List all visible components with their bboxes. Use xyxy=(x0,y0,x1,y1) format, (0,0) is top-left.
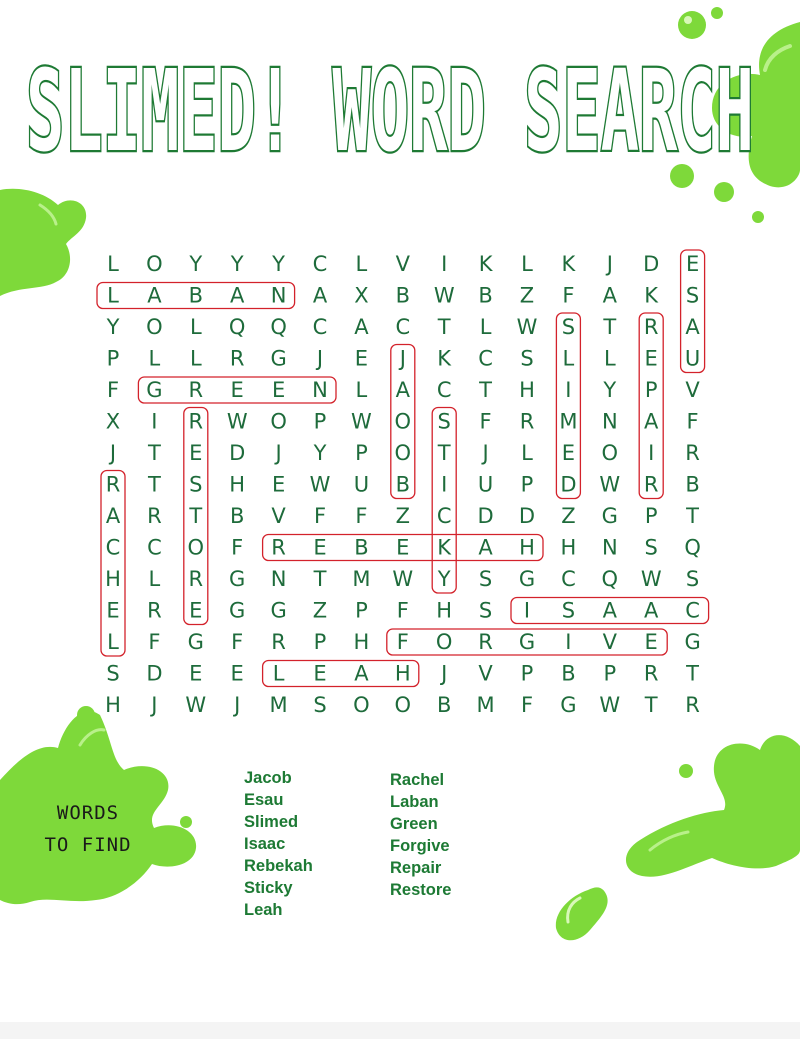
grid-letter[interactable]: L xyxy=(521,441,533,465)
word-list-item: Repair xyxy=(390,859,442,877)
grid-letter[interactable]: E xyxy=(271,472,286,497)
word-list-item: Jacob xyxy=(244,769,292,787)
grid-letter[interactable]: T xyxy=(147,441,161,465)
grid-letter[interactable]: W xyxy=(226,409,248,434)
grid-letter[interactable]: F xyxy=(562,283,575,308)
grid-letter[interactable]: R xyxy=(188,378,204,402)
grid-letter[interactable]: F xyxy=(686,409,699,434)
grid-letter[interactable]: L xyxy=(521,252,533,276)
grid-letter[interactable]: T xyxy=(437,315,451,339)
grid-letter[interactable]: B xyxy=(354,535,369,560)
grid-letter[interactable]: I xyxy=(151,409,158,434)
grid-letter[interactable]: F xyxy=(106,378,120,402)
grid-letter[interactable]: L xyxy=(355,378,368,402)
grid-letter[interactable]: G xyxy=(229,567,246,591)
grid-letter[interactable]: E xyxy=(396,535,410,560)
grid-letter[interactable]: S xyxy=(685,283,700,308)
grid-letter[interactable]: J xyxy=(441,661,448,686)
grid-letter[interactable]: J xyxy=(399,346,406,371)
found-word-box-rachel xyxy=(101,471,125,657)
word-list-item: Rebekah xyxy=(244,857,313,875)
grid-letter[interactable]: X xyxy=(105,409,121,434)
grid-letter[interactable]: J xyxy=(275,441,282,465)
grid-letter[interactable]: B xyxy=(395,283,411,308)
grid-letter[interactable]: I xyxy=(441,252,448,276)
grid-letter[interactable]: B xyxy=(478,283,493,308)
grid-letter[interactable]: T xyxy=(644,693,658,717)
grid-letter[interactable]: N xyxy=(270,567,287,591)
grid-letter[interactable]: K xyxy=(437,346,452,371)
grid-letter[interactable]: J xyxy=(151,693,158,717)
grid-letter[interactable]: P xyxy=(644,378,658,402)
grid-letter[interactable]: P xyxy=(313,409,327,434)
grid-letter[interactable]: T xyxy=(189,504,203,528)
grid-letter[interactable]: L xyxy=(603,346,616,371)
grid-letter[interactable]: T xyxy=(437,441,451,465)
grid-letter[interactable]: R xyxy=(188,567,204,591)
grid-letter[interactable]: E xyxy=(271,378,286,402)
grid-letter[interactable]: U xyxy=(353,472,370,497)
slime-splat-left-icon xyxy=(0,189,86,296)
grid-letter[interactable]: G xyxy=(229,598,246,623)
grid-letter[interactable]: E xyxy=(189,661,203,686)
grid-letter[interactable]: W xyxy=(185,693,207,717)
grid-letter[interactable]: F xyxy=(231,535,244,560)
grid-letter[interactable]: L xyxy=(272,661,285,686)
grid-letter[interactable]: X xyxy=(354,283,369,308)
grid-letter[interactable]: G xyxy=(684,630,701,654)
grid-letter[interactable]: A xyxy=(354,315,369,339)
grid-letter[interactable]: B xyxy=(229,504,245,528)
grid-letter[interactable]: S xyxy=(520,346,534,371)
grid-letter[interactable]: F xyxy=(520,693,534,717)
grid-letter[interactable]: V xyxy=(685,378,700,402)
grid-letter[interactable]: O xyxy=(394,409,412,434)
grid-letter[interactable]: T xyxy=(313,567,327,591)
grid-letter[interactable]: A xyxy=(147,283,162,308)
grid-letter[interactable]: E xyxy=(230,378,244,402)
grid-letter[interactable]: O xyxy=(146,315,163,339)
found-word-box-sticky xyxy=(432,408,456,594)
grid-letter[interactable]: R xyxy=(478,630,493,654)
grid-letter[interactable]: B xyxy=(561,661,576,686)
grid-letter[interactable]: B xyxy=(395,472,411,497)
grid-letter[interactable]: P xyxy=(355,441,368,465)
grid-letter[interactable]: S xyxy=(437,409,451,434)
grid-letter[interactable]: H xyxy=(394,661,411,686)
grid-letter[interactable]: I xyxy=(565,630,572,654)
grid-letter[interactable]: F xyxy=(396,630,409,654)
grid-letter[interactable]: A xyxy=(478,535,493,560)
grid-letter[interactable]: L xyxy=(189,315,202,339)
grid-letter[interactable]: U xyxy=(477,472,494,497)
grid-letter[interactable]: O xyxy=(601,441,619,465)
grid-letter[interactable]: Y xyxy=(313,441,327,465)
found-word-box-slimed xyxy=(556,313,580,499)
grid-letter[interactable]: Y xyxy=(272,252,286,276)
grid-letter[interactable]: A xyxy=(602,598,617,623)
grid-letter[interactable]: P xyxy=(520,472,534,497)
grid-letter[interactable]: G xyxy=(518,630,536,654)
grid-letter[interactable]: A xyxy=(312,283,328,308)
grid-letter[interactable]: C xyxy=(395,315,411,339)
grid-letter[interactable]: N xyxy=(601,409,618,434)
grid-letter[interactable]: Z xyxy=(312,598,328,623)
grid-letter[interactable]: H xyxy=(519,378,535,402)
grid-letter[interactable]: W xyxy=(599,472,621,497)
grid-letter[interactable]: P xyxy=(520,661,534,686)
footer-band xyxy=(0,1022,800,1039)
grid-letter[interactable]: H xyxy=(519,535,535,560)
grid-letter[interactable]: T xyxy=(603,315,617,339)
grid-letter[interactable]: I xyxy=(523,598,531,623)
grid-letter[interactable]: V xyxy=(602,630,617,654)
grid-letter[interactable]: R xyxy=(271,630,286,654)
grid-letter[interactable]: A xyxy=(685,315,700,339)
grid-letter[interactable]: U xyxy=(684,346,701,371)
grid-letter[interactable]: I xyxy=(565,378,572,402)
grid-letter[interactable]: A xyxy=(230,283,245,308)
grid-letter[interactable]: T xyxy=(686,661,700,686)
grid-letter[interactable]: A xyxy=(602,283,617,308)
grid-letter[interactable]: E xyxy=(230,661,244,686)
word-list-item: Forgive xyxy=(390,837,450,855)
grid-letter[interactable]: T xyxy=(479,378,493,402)
grid-letter[interactable]: O xyxy=(146,252,163,276)
grid-letter[interactable]: G xyxy=(146,378,163,402)
word-list-column-1 xyxy=(244,767,313,921)
grid-letter[interactable]: D xyxy=(229,441,246,465)
grid-letter[interactable]: R xyxy=(147,598,162,623)
grid-letter[interactable]: Y xyxy=(189,252,203,276)
grid-letter[interactable]: G xyxy=(560,693,577,717)
grid-letter[interactable]: Q xyxy=(228,315,246,339)
grid-letter[interactable]: R xyxy=(188,409,204,434)
grid-letter[interactable]: C xyxy=(105,535,121,560)
grid-letter[interactable]: M xyxy=(269,693,288,717)
grid-letter[interactable]: L xyxy=(355,252,368,276)
grid-letter[interactable]: L xyxy=(107,252,119,276)
grid-letter[interactable]: E xyxy=(189,598,203,623)
grid-letter[interactable]: S xyxy=(106,661,120,686)
words-to-find-label xyxy=(30,785,160,875)
grid-letter[interactable]: G xyxy=(270,346,287,371)
grid-letter[interactable]: S xyxy=(478,598,493,623)
grid-letter[interactable]: V xyxy=(395,252,410,276)
word-list-item: Restore xyxy=(390,881,452,899)
grid-letter[interactable]: N xyxy=(270,283,287,308)
grid-letter[interactable]: D xyxy=(477,504,494,528)
grid-letter[interactable]: S xyxy=(561,598,576,623)
grid-letter[interactable]: R xyxy=(643,315,659,339)
grid-letter[interactable]: Z xyxy=(519,283,535,308)
grid-letter[interactable]: S xyxy=(189,472,203,497)
grid-letter[interactable]: S xyxy=(313,693,327,717)
grid-letter[interactable]: E xyxy=(313,535,327,560)
grid-letter[interactable]: G xyxy=(518,567,536,591)
grid-letter[interactable]: E xyxy=(106,598,120,623)
words-label-line-2: TO FIND xyxy=(44,834,132,856)
grid-letter[interactable]: V xyxy=(478,661,493,686)
grid-letter[interactable]: J xyxy=(109,441,117,465)
grid-letter[interactable]: P xyxy=(603,661,617,686)
grid-letter[interactable]: F xyxy=(355,504,368,528)
grid-letter[interactable]: M xyxy=(352,567,371,591)
grid-letters xyxy=(105,252,701,717)
grid-letter[interactable]: E xyxy=(561,441,576,465)
grid-letter[interactable]: F xyxy=(148,630,161,654)
grid-letter[interactable]: H xyxy=(229,472,246,497)
grid-letter[interactable]: R xyxy=(271,535,286,560)
grid-letter[interactable]: L xyxy=(189,346,202,371)
grid-letter[interactable]: M xyxy=(559,409,578,434)
grid-letter[interactable]: L xyxy=(107,630,119,654)
grid-letter[interactable]: D xyxy=(643,252,660,276)
grid-letter[interactable]: W xyxy=(640,567,662,591)
grid-letter[interactable]: O xyxy=(394,693,412,717)
grid-letter[interactable]: C xyxy=(147,535,162,560)
grid-letter[interactable]: R xyxy=(519,409,535,434)
grid-letter[interactable]: K xyxy=(644,283,659,308)
grid-letter[interactable]: P xyxy=(355,598,368,623)
grid-letter[interactable]: A xyxy=(105,504,121,528)
grid-letter[interactable]: H xyxy=(436,598,453,623)
grid-letter[interactable]: W xyxy=(351,409,372,434)
word-search-grid xyxy=(92,248,712,718)
grid-letter[interactable]: O xyxy=(270,409,287,434)
grid-letter[interactable]: L xyxy=(107,283,119,308)
grid-letter[interactable]: C xyxy=(436,504,452,528)
grid-letter[interactable]: P xyxy=(313,630,327,654)
grid-letter[interactable]: M xyxy=(476,693,495,717)
grid-letter[interactable]: B xyxy=(188,283,204,308)
grid-letter[interactable]: W xyxy=(599,693,621,717)
word-list-item: Laban xyxy=(390,793,439,811)
grid-letter[interactable]: C xyxy=(436,378,452,402)
grid-letter[interactable]: S xyxy=(478,567,493,591)
grid-letter[interactable]: F xyxy=(396,598,409,623)
grid-letter[interactable]: K xyxy=(437,535,452,560)
grid-letter[interactable]: E xyxy=(354,346,369,371)
grid-letter[interactable]: W xyxy=(433,283,455,308)
word-list-item: Green xyxy=(390,815,438,833)
grid-letter[interactable]: Z xyxy=(395,504,410,528)
grid-letter[interactable]: C xyxy=(312,315,328,339)
grid-letter[interactable]: D xyxy=(518,504,536,528)
grid-letter[interactable]: E xyxy=(644,630,658,654)
grid-letter[interactable]: G xyxy=(187,630,204,654)
page-title-text: SLIMED! WORD SEARCH xyxy=(26,47,755,168)
grid-letter[interactable]: R xyxy=(105,472,121,497)
found-word-box-repair xyxy=(639,313,663,499)
words-label-line-1: WORDS xyxy=(56,802,120,824)
grid-letter[interactable]: L xyxy=(148,567,161,591)
grid-letter[interactable]: J xyxy=(234,693,241,717)
grid-letter[interactable]: D xyxy=(560,472,577,497)
grid-letter[interactable]: Z xyxy=(561,504,576,528)
grid-letter[interactable]: E xyxy=(685,252,700,276)
grid-letter[interactable]: R xyxy=(685,441,700,465)
grid-letter[interactable]: N xyxy=(312,378,328,402)
grid-letter[interactable]: I xyxy=(648,441,655,465)
grid-letter[interactable]: Y xyxy=(603,378,617,402)
grid-letter[interactable]: O xyxy=(353,693,370,717)
word-list-item: Sticky xyxy=(244,879,293,897)
grid-letter[interactable]: C xyxy=(561,567,576,591)
grid-letter[interactable]: J xyxy=(606,252,613,276)
grid-letter[interactable]: C xyxy=(478,346,493,371)
grid-letter[interactable]: A xyxy=(644,598,659,623)
word-list-item: Slimed xyxy=(244,813,299,831)
grid-letter[interactable]: D xyxy=(146,661,163,686)
grid-letter[interactable]: H xyxy=(105,567,121,591)
grid-letter[interactable]: L xyxy=(562,346,575,371)
grid-letter[interactable]: O xyxy=(187,535,205,560)
grid-letter[interactable]: Q xyxy=(270,315,287,339)
grid-letter[interactable]: P xyxy=(644,504,658,528)
grid-letter[interactable]: E xyxy=(313,661,327,686)
grid-letter[interactable]: A xyxy=(644,409,659,434)
grid-letter[interactable]: B xyxy=(436,693,452,717)
grid-letter[interactable]: O xyxy=(394,441,412,465)
grid-letter[interactable]: A xyxy=(354,661,369,686)
grid-letter[interactable]: J xyxy=(316,346,324,371)
grid-letter[interactable]: L xyxy=(148,346,161,371)
grid-letter[interactable]: Y xyxy=(437,567,451,591)
grid-letter[interactable]: P xyxy=(106,346,120,371)
grid-letter[interactable]: S xyxy=(561,315,576,339)
grid-letter[interactable]: A xyxy=(395,378,410,402)
word-list-item: Leah xyxy=(244,901,283,919)
grid-letter[interactable]: H xyxy=(105,693,121,717)
grid-letter[interactable]: L xyxy=(479,315,492,339)
grid-letter[interactable]: S xyxy=(644,535,658,560)
word-list-item: Isaac xyxy=(244,835,286,853)
grid-letter[interactable]: F xyxy=(479,409,492,434)
word-list-item: Rachel xyxy=(390,771,445,789)
grid-letter[interactable]: W xyxy=(392,567,414,591)
grid-letter[interactable]: K xyxy=(561,252,576,276)
grid-letter[interactable]: W xyxy=(309,472,331,497)
grid-letter[interactable]: F xyxy=(313,504,327,528)
grid-letter[interactable]: H xyxy=(353,630,370,654)
word-list-column-2 xyxy=(390,769,451,901)
grid-letter[interactable]: H xyxy=(560,535,577,560)
grid-letter[interactable]: W xyxy=(516,315,538,339)
grid-letter[interactable]: E xyxy=(189,441,203,465)
grid-letter[interactable]: R xyxy=(643,661,659,686)
grid-letter[interactable]: Q xyxy=(684,535,701,560)
grid-letter[interactable]: Q xyxy=(601,567,619,591)
grid-letter[interactable]: T xyxy=(686,504,700,528)
grid-letter[interactable]: O xyxy=(435,630,453,654)
grid-letter[interactable]: J xyxy=(482,441,489,465)
grid-letter[interactable]: C xyxy=(685,598,700,623)
grid-letter[interactable]: Y xyxy=(106,315,120,339)
slime-splat-bottom-right-icon xyxy=(556,735,800,940)
grid-letter[interactable]: R xyxy=(685,693,700,717)
grid-letter[interactable]: G xyxy=(601,504,618,528)
grid-letter[interactable]: B xyxy=(685,472,700,497)
page-title xyxy=(20,38,760,168)
grid-letter[interactable]: V xyxy=(271,504,286,528)
grid-letter[interactable]: I xyxy=(441,472,448,497)
grid-letter[interactable]: T xyxy=(147,472,161,497)
grid-letter[interactable]: F xyxy=(231,630,244,654)
grid-letter[interactable]: R xyxy=(643,472,659,497)
grid-letter[interactable]: E xyxy=(644,346,658,371)
word-list-item: Esau xyxy=(244,791,284,809)
grid-letter[interactable]: Y xyxy=(230,252,244,276)
grid-letter[interactable]: K xyxy=(478,252,493,276)
grid-letter[interactable]: R xyxy=(147,504,162,528)
grid-letter[interactable]: R xyxy=(229,346,245,371)
grid-letter[interactable]: N xyxy=(601,535,618,560)
grid-letter[interactable]: S xyxy=(685,567,700,591)
grid-letter[interactable]: G xyxy=(270,598,287,623)
grid-letter[interactable]: C xyxy=(312,252,328,276)
